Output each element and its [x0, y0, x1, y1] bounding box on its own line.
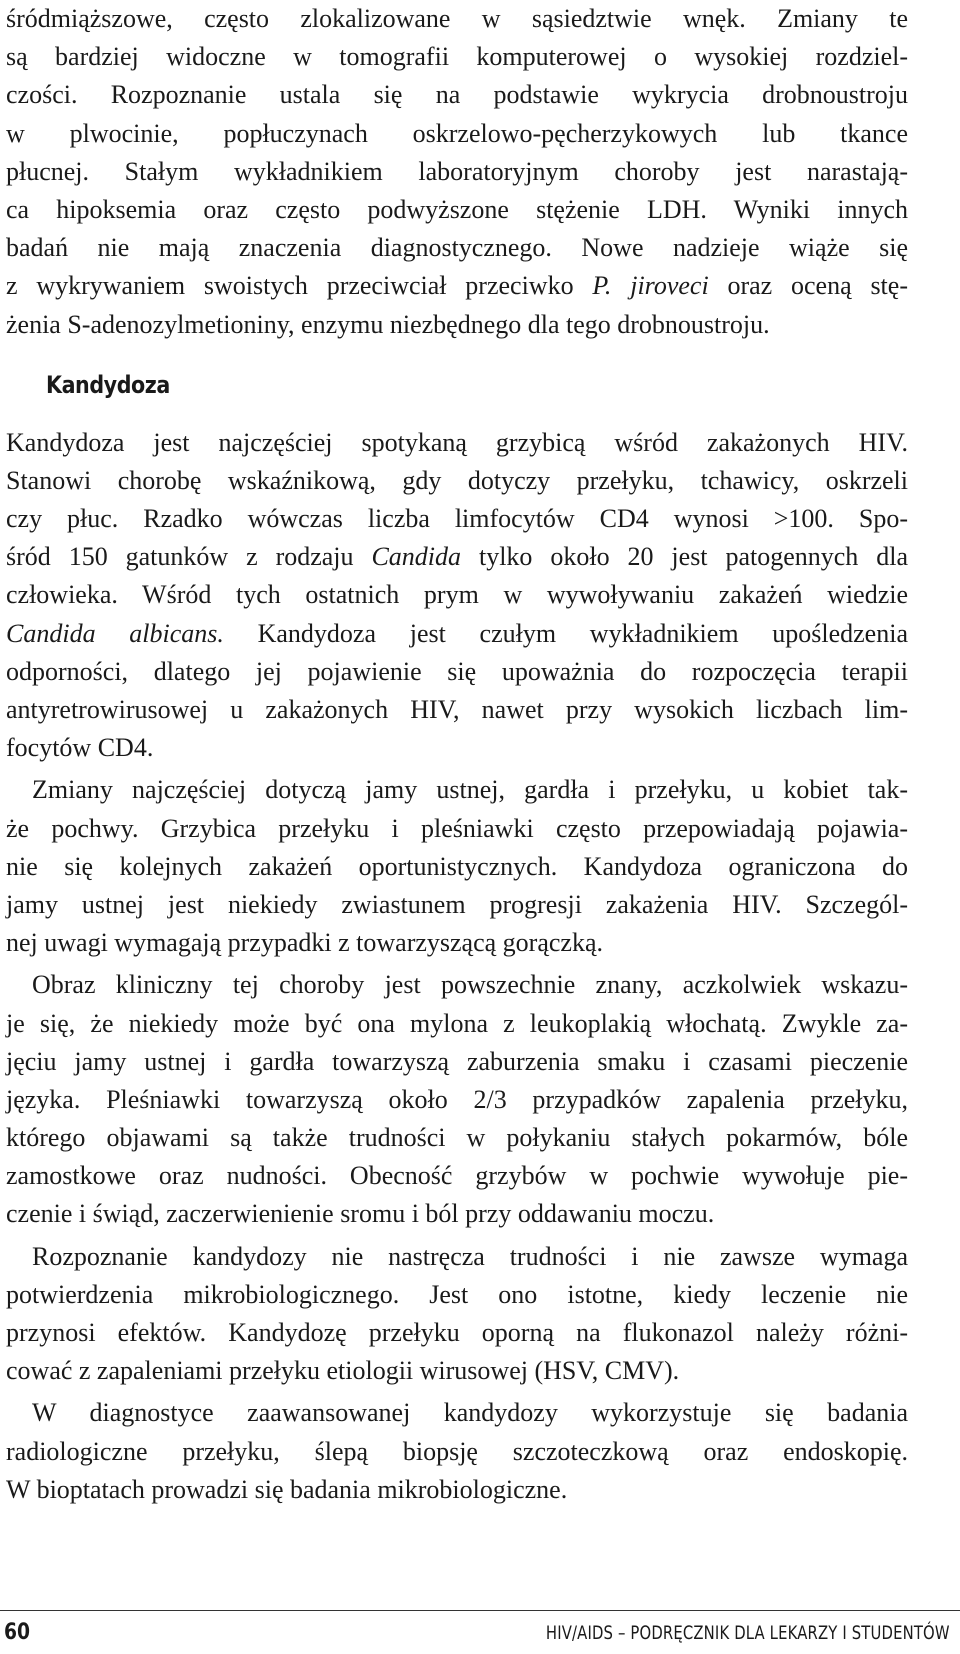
text-line: ca hipoksemia oraz często podwyższone stężenie LDH. Wyniki innych: [6, 194, 908, 224]
species-name: Candida albicans.: [6, 618, 224, 648]
text-line: [6, 615, 908, 653]
text-line: czy płuc. Rzadko wówczas liczba limfocytów CD4 wynosi >100. Spo-: [6, 504, 908, 534]
body-text: [6, 0, 908, 1509]
text-line: żenia S-adenozylmetioniny, enzymu niezbędnego dla tego drobnoustroju.: [6, 309, 770, 339]
text-line: czości. Rozpoznanie ustala się na podstawie wykrycia drobnoustroju: [6, 80, 908, 110]
text-line: człowieka. Wśród tych ostatnich prym w wywoływaniu zakażeń wiedzie: [6, 580, 908, 610]
text-line: Obraz kliniczny tej choroby jest powszechnie znany, aczkolwiek wskazu-: [32, 970, 908, 1000]
page-number: 60: [4, 1620, 31, 1645]
text-line: Rozpoznanie kandydozy nie nastręcza trudności i nie zawsze wymaga: [32, 1241, 908, 1271]
text-line: w plwocinie, popłuczynach oskrzelowo-pęcherzykowych lub tkance: [6, 118, 908, 148]
paragraph-obraz-kliniczny: [6, 966, 908, 1233]
text-span: tylko około 20 jest patogennych dla: [461, 542, 908, 572]
text-line: którego objawami są także trudności w połykaniu stałych pokarmów, bóle: [6, 1123, 908, 1153]
genus-name: Candida: [371, 542, 462, 572]
text-line: jęciu jamy ustnej i gardła towarzyszą zaburzenia smaku i czasami pieczenie: [6, 1046, 908, 1076]
text-line: nej uwagi wymagają przypadki z towarzyszącą gorączką.: [6, 928, 603, 958]
paragraph-rozpoznanie: [6, 1238, 908, 1391]
running-title: HIV/AIDS – PODRĘCZNIK DLA LEKARZY I STUDENTÓW: [546, 1622, 950, 1644]
text-line: [6, 538, 908, 576]
text-line: są bardziej widoczne w tomografii komputerowej o wysokiej rozdziel-: [6, 42, 908, 72]
text-line: potwierdzenia mikrobiologicznego. Jest ono istotne, kiedy leczenie nie: [6, 1279, 908, 1309]
text-span: Kandydoza jest czułym wykładnikiem upośledzenia: [223, 618, 908, 648]
text-line: śródmiąższowe, często zlokalizowane w sąsiedztwie wnęk. Zmiany te: [6, 4, 908, 33]
text-line: zamostkowe oraz nudności. Obecność grzybów w pochwie wywołuje pie-: [6, 1161, 908, 1191]
text-line: czenie i świąd, zaczerwienienie sromu i ból przy oddawaniu moczu.: [6, 1199, 715, 1229]
text-line: [6, 267, 908, 305]
text-line: badań nie mają znaczenia diagnostycznego. Nowe nadzieje wiąże się: [6, 233, 908, 263]
paragraph-diagnostyka: [6, 1394, 908, 1509]
species-name: P. jiroveci: [592, 271, 709, 301]
text-line: je się, że niekiedy może być ona mylona z leukoplakią włochatą. Zwykle za-: [6, 1008, 908, 1038]
text-line: jamy ustnej jest niekiedy zwiastunem progresji zakażenia HIV. Szczegól-: [6, 889, 908, 919]
text-line: odporności, dlatego jej pojawienie się upoważnia do rozpoczęcia terapii: [6, 656, 908, 686]
text-line: języka. Pleśniawki towarzyszą około 2/3 przypadków zapalenia przełyku,: [6, 1084, 908, 1114]
text-line: antyretrowirusowej u zakażonych HIV, nawet przy wysokich liczbach lim-: [6, 695, 908, 724]
text-line: przynosi efektów. Kandydozę przełyku oporną na flukonazol należy różni-: [6, 1318, 908, 1347]
paragraph-zmiany: [6, 771, 908, 962]
paragraph-pneumocystis: [6, 0, 908, 344]
text-line: Kandydoza jest najczęściej spotykaną grzybicą wśród zakażonych HIV.: [6, 427, 908, 457]
text-line: cować z zapaleniami przełyku etiologii wirusowej (HSV, CMV).: [6, 1356, 680, 1386]
paragraph-kandydoza-intro: [6, 424, 908, 768]
text-line: focytów CD4.: [6, 733, 154, 763]
footer-divider: [0, 1610, 960, 1611]
text-line: radiologiczne przełyku, ślepą biopsję szczoteczkową oraz endoskopię.: [6, 1436, 908, 1466]
text-line: nie się kolejnych zakażeń oportunistycznych. Kandydoza ograniczona do: [6, 851, 908, 881]
text-line: że pochwy. Grzybica przełyku i pleśniawki często przepowiadają pojawia-: [6, 813, 908, 843]
text-span: oraz oceną stę-: [708, 271, 908, 301]
text-line: W bioptatach prowadzi się badania mikrobiologiczne.: [6, 1474, 568, 1504]
text-line: płucnej. Stałym wykładnikiem laboratoryjnym choroby jest narastają-: [6, 156, 908, 186]
text-line: Stanowi chorobę wskaźnikową, gdy dotyczy przełyku, tchawicy, oskrzeli: [6, 465, 908, 495]
section-heading: Kandydoza: [46, 370, 170, 399]
text-span: z wykrywaniem swoistych przeciwciał przeciwko: [6, 271, 593, 301]
text-span: śród 150 gatunków z rodzaju: [6, 542, 372, 572]
text-line: W diagnostyce zaawansowanej kandydozy wykorzystuje się badania: [32, 1398, 908, 1428]
page-footer: [0, 1610, 960, 1654]
text-line: Zmiany najczęściej dotyczą jamy ustnej, gardła i przełyku, u kobiet tak-: [32, 775, 908, 805]
